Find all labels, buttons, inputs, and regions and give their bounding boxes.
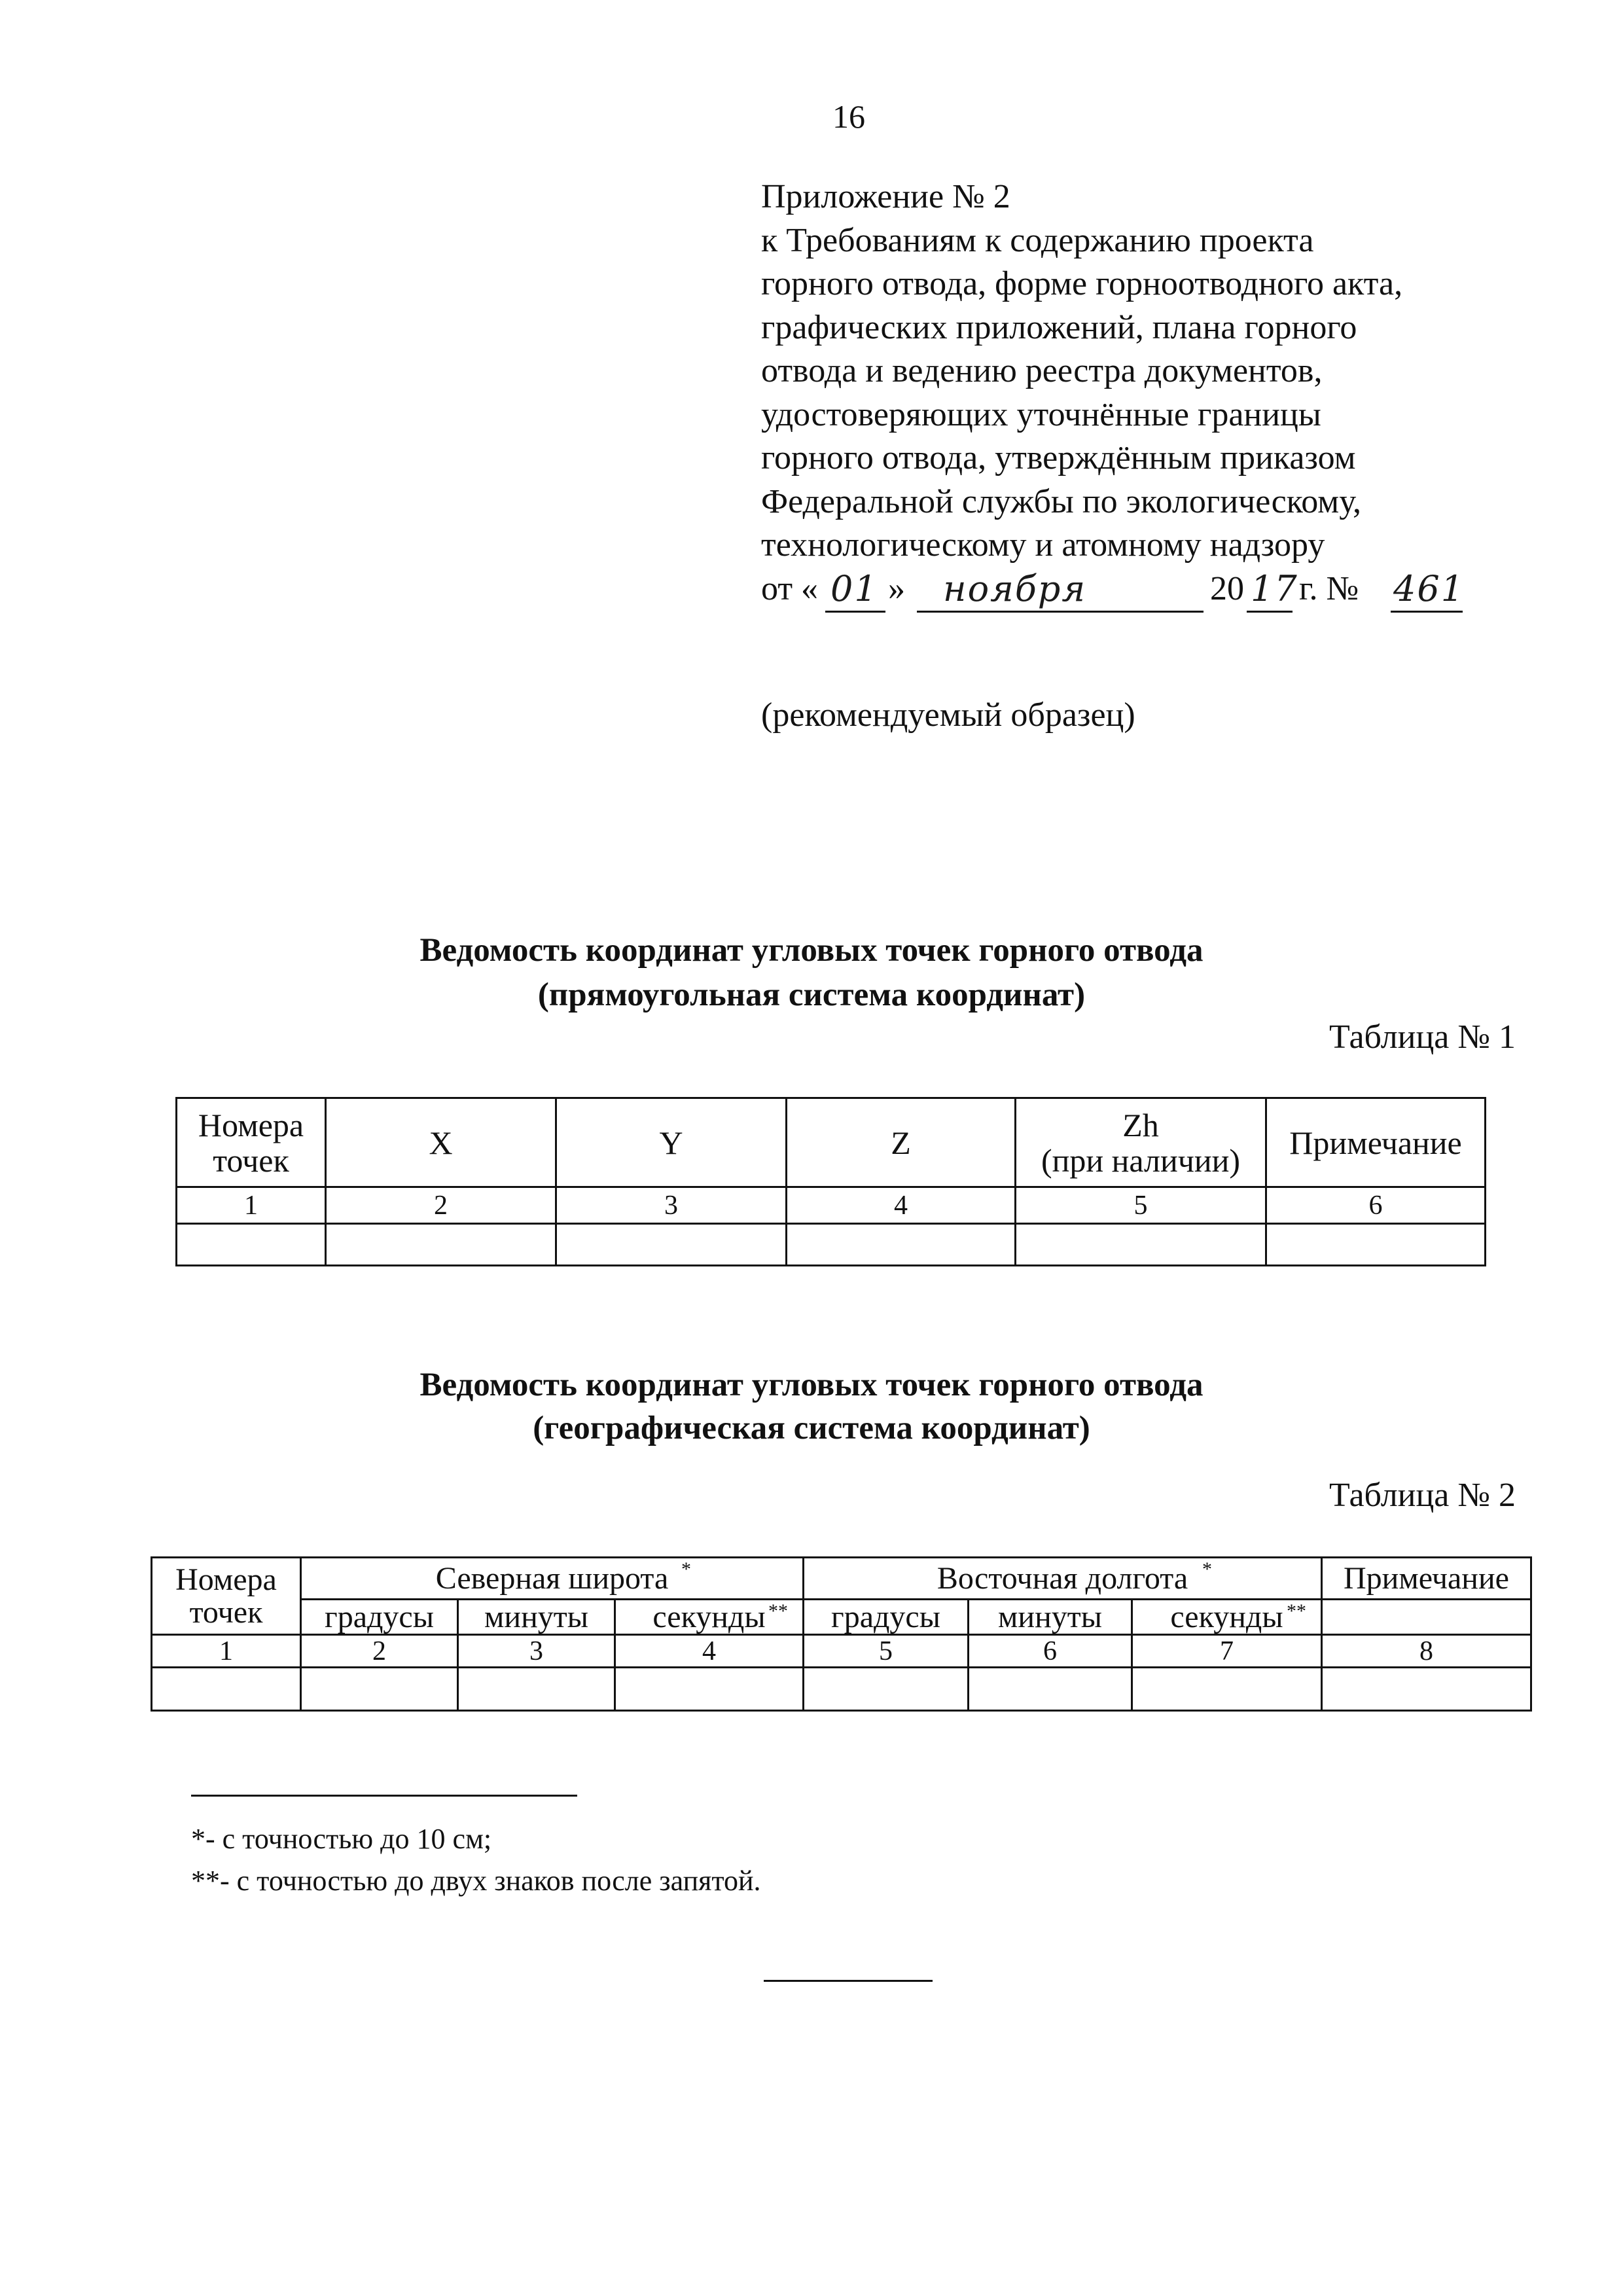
- empty-cell: [458, 1668, 615, 1711]
- table2-header-row: [152, 1558, 1531, 1600]
- column-number: 6: [1266, 1187, 1486, 1224]
- empty-cell: [1016, 1224, 1266, 1266]
- table2-subtitle: (географическая система координат): [533, 1410, 1090, 1446]
- header-longitude: Восточная долгота: [936, 1560, 1188, 1596]
- year-number-label: г. №: [1299, 569, 1359, 607]
- table1-rectangular-coordinates: [175, 1097, 1486, 1266]
- empty-cell: [1322, 1668, 1531, 1711]
- header-lon-minutes: минуты: [969, 1600, 1132, 1635]
- table2-title: Ведомость координат угловых точек горного отвода: [419, 1367, 1204, 1403]
- column-number: 5: [1016, 1187, 1266, 1224]
- header-zh-line2: (при наличии): [1041, 1141, 1241, 1179]
- table2-subheader-row: [152, 1600, 1531, 1635]
- header-points-line1: Номера: [175, 1562, 277, 1597]
- footnote-star: *: [1202, 1558, 1212, 1580]
- order-prefix: от «: [761, 569, 819, 607]
- empty-cell: [804, 1668, 969, 1711]
- header-lon-degrees: градусы: [804, 1600, 969, 1635]
- footnote-separator: [191, 1795, 577, 1797]
- column-number: 3: [458, 1635, 615, 1668]
- column-number: 4: [787, 1187, 1016, 1224]
- table1-label: Таблица № 1: [1329, 1018, 1516, 1056]
- table1-header-row: [177, 1098, 1486, 1187]
- table1-column-numbers-row: [177, 1187, 1486, 1224]
- header-note: Примечание: [1322, 1558, 1531, 1600]
- end-rule: [764, 1980, 933, 1982]
- column-number: 7: [1132, 1635, 1322, 1668]
- empty-cell: [615, 1668, 804, 1711]
- column-number: 4: [615, 1635, 804, 1668]
- day-field: [825, 567, 885, 613]
- empty-cell: [326, 1224, 556, 1266]
- quote-close: »: [888, 569, 905, 607]
- header-lat-seconds: секунды: [652, 1599, 766, 1634]
- table1-empty-row: [177, 1224, 1486, 1266]
- header-lon-seconds: секунды: [1170, 1599, 1283, 1634]
- table2-column-numbers-row: [152, 1635, 1531, 1668]
- empty-cell: [556, 1224, 787, 1266]
- header-points-line2: точек: [189, 1594, 263, 1630]
- appendix-line: удостоверяющих уточнённые границы: [761, 395, 1321, 433]
- appendix-title: Приложение № 2: [761, 178, 1010, 215]
- empty-cell: [1132, 1668, 1322, 1711]
- header-zh-cell: [1016, 1098, 1266, 1187]
- handwritten-month: ноября: [943, 567, 1087, 609]
- table1-subtitle: (прямоугольная система координат): [537, 977, 1086, 1013]
- appendix-line: горного отвода, утверждённым приказом: [761, 439, 1356, 476]
- table2-label: Таблица № 2: [1329, 1477, 1516, 1514]
- year-prefix: 20: [1210, 569, 1244, 607]
- page-number: 16: [832, 98, 865, 135]
- handwritten-year: 17: [1251, 567, 1298, 609]
- header-x: X: [326, 1098, 556, 1187]
- table2-empty-row: [152, 1668, 1531, 1711]
- order-number-field: [1391, 567, 1463, 613]
- header-zh-line1: Zh: [1122, 1106, 1159, 1143]
- appendix-line: к Требованиям к содержанию проекта: [761, 221, 1314, 259]
- header-longitude-cell: [804, 1558, 1322, 1600]
- header-note: Примечание: [1266, 1098, 1486, 1187]
- table2-geographic-coordinates: [151, 1556, 1532, 1712]
- column-number: 2: [301, 1635, 458, 1668]
- empty-cell: [969, 1668, 1132, 1711]
- column-number: 6: [969, 1635, 1132, 1668]
- empty-cell: [1266, 1224, 1486, 1266]
- appendix-line: горного отвода, форме горноотводного акта,: [761, 265, 1403, 302]
- header-lat-degrees: градусы: [301, 1600, 458, 1635]
- footnote-2: **- с точностью до двух знаков после запятой.: [191, 1865, 761, 1897]
- column-number: 3: [556, 1187, 787, 1224]
- footnote-star: *: [681, 1558, 691, 1580]
- header-lon-seconds-cell: [1132, 1600, 1322, 1635]
- appendix-line: технологическому и атомному надзору: [761, 526, 1325, 564]
- appendix-header: [761, 175, 1546, 615]
- empty-cell: [787, 1224, 1016, 1266]
- month-field: [917, 567, 1204, 613]
- footnote-double-star: **: [1287, 1600, 1306, 1622]
- column-number: 2: [326, 1187, 556, 1224]
- header-latitude: Северная широта: [435, 1560, 669, 1596]
- footnote-double-star: **: [768, 1600, 788, 1622]
- appendix-line: Федеральной службы по экологическому,: [761, 482, 1361, 520]
- header-z: Z: [787, 1098, 1016, 1187]
- appendix-line: графических приложений, плана горного: [761, 308, 1357, 346]
- year-field: [1247, 567, 1298, 613]
- table1-title: Ведомость координат угловых точек горного отвода: [419, 932, 1204, 969]
- header-lat-seconds-cell: [615, 1600, 804, 1635]
- column-number: 8: [1322, 1635, 1531, 1668]
- handwritten-order-number: 461: [1393, 567, 1465, 609]
- handwritten-day: 01: [830, 567, 878, 609]
- appendix-line: отвода и ведению реестра документов,: [761, 352, 1323, 389]
- empty-cell: [152, 1668, 301, 1711]
- header-points-line1: Номера: [198, 1106, 304, 1143]
- column-number: 5: [804, 1635, 969, 1668]
- header-latitude-cell: [301, 1558, 804, 1600]
- column-number: 1: [152, 1635, 301, 1668]
- empty-cell: [301, 1668, 458, 1711]
- footnote-1: *- с точностью до 10 см;: [191, 1823, 492, 1855]
- empty-header-cell: [1322, 1600, 1531, 1635]
- header-lat-minutes: минуты: [458, 1600, 615, 1635]
- header-y: Y: [556, 1098, 787, 1187]
- order-date-line: [761, 567, 1546, 615]
- header-points-cell: [152, 1558, 301, 1635]
- column-number: 1: [177, 1187, 326, 1224]
- sample-note: (рекомендуемый образец): [761, 696, 1135, 734]
- header-points-line2: точек: [213, 1141, 289, 1179]
- empty-cell: [177, 1224, 326, 1266]
- header-points-cell: [177, 1098, 326, 1187]
